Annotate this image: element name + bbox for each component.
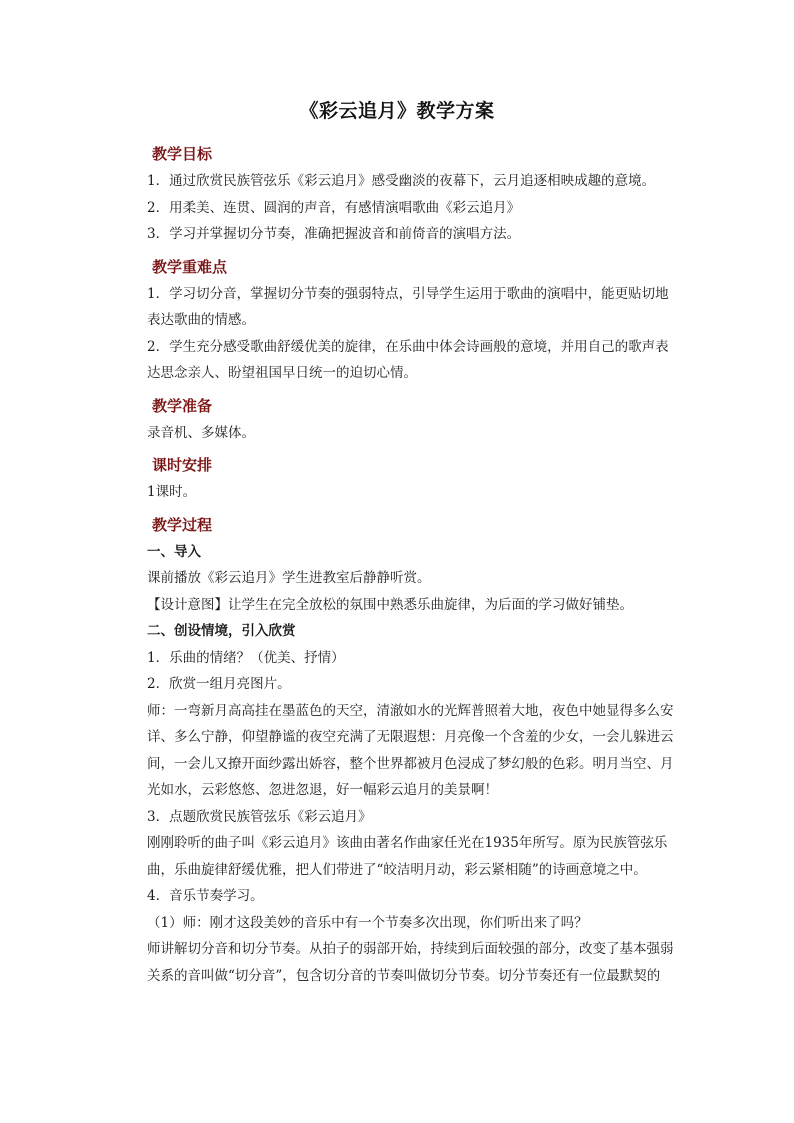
process-question-3-text: 刚刚聆听的曲子叫《彩云追月》该曲由著名作曲家任光在1935年所写。原为民族管弦乐曲，乐曲旋律舒缓优雅，把人们带进了“皎洁明月动，彩云紧相随”的诗画意境之中。 <box>147 835 668 878</box>
process-teacher-text: 师：一弯新月高高挂在墨蓝色的天空，清澈如水的光辉普照着大地，夜色中她显得多么安详、多么宁静，仰望静谧的夜空充满了无限遐想：月亮像一个含羞的少女，一会儿躲进云间，一会儿又撩开面纱露出娇容，整个世界都被月色浸成了梦幻般的色彩。明月当空、月光如水，云彩悠悠、忽进忽退，好一幅彩云追月的美景啊！ <box>147 702 674 798</box>
process-question-4-1: （1）师：刚才这段美妙的音乐中有一个节奏多次出现，你们听出来了吗？ <box>147 914 588 931</box>
process-part2-heading: 二、创设情境，引入欣赏 <box>147 623 296 639</box>
process-question-4-text: 师讲解切分音和切分节奏。从拍子的弱部开始，持续到后面较强的部分，改变了基本强弱关系的音叫做“切分音”，包含切分音的节奏叫做切分节奏。切分节奏还有一位最默契的 <box>147 941 674 984</box>
section-heading-key-points: 教学重难点 <box>152 257 228 276</box>
goal-item: 1．通过欣赏民族管弦乐《彩云追月》感受幽淡的夜幕下，云月追逐相映成趣的意境。 <box>147 173 656 189</box>
process-question-2: 2．欣赏一组月亮图片。 <box>147 676 291 692</box>
process-intro-text: 课前播放《彩云追月》学生进教室后静静听赏。 <box>147 570 431 586</box>
schedule-text: 1课时。 <box>147 484 197 500</box>
process-intro-heading: 一、导入 <box>147 543 201 560</box>
process-intro-design: 【设计意图】让学生在完全放松的氛围中熟悉乐曲旋律，为后面的学习做好铺垫。 <box>147 596 633 613</box>
preparation-text: 录音机、多媒体。 <box>147 424 255 441</box>
goal-item: 3．学习并掌握切分节奏，准确把握波音和前倚音的演唱方法。 <box>147 226 521 242</box>
process-question-1: 1．乐曲的情绪？（优美、抒情） <box>147 649 345 666</box>
goal-item: 2．用柔美、连贯、圆润的声音，有感情演唱歌曲《彩云追月》 <box>147 199 521 216</box>
section-heading-preparation: 教学准备 <box>152 396 213 415</box>
section-heading-schedule: 课时安排 <box>152 456 213 474</box>
key-point-item: 1．学习切分音，掌握切分节奏的强弱特点，引导学生运用于歌曲的演唱中，能更贴切地表达歌曲的情感。 <box>147 285 669 328</box>
section-heading-goals: 教学目标 <box>152 145 213 163</box>
section-heading-process: 教学过程 <box>152 515 213 534</box>
process-question-3: 3．点题欣赏民族管弦乐《彩云追月》 <box>147 808 372 825</box>
process-question-4: 4．音乐节奏学习。 <box>147 888 264 904</box>
document-body <box>147 140 677 989</box>
document-title: 《彩云追月》教学方案 <box>299 100 495 122</box>
key-point-item: 2．学生充分感受歌曲舒缓优美的旋律，在乐曲中体会诗画般的意境，并用自己的歌声表达思念亲人、盼望祖国早日统一的迫切心情。 <box>147 338 669 381</box>
